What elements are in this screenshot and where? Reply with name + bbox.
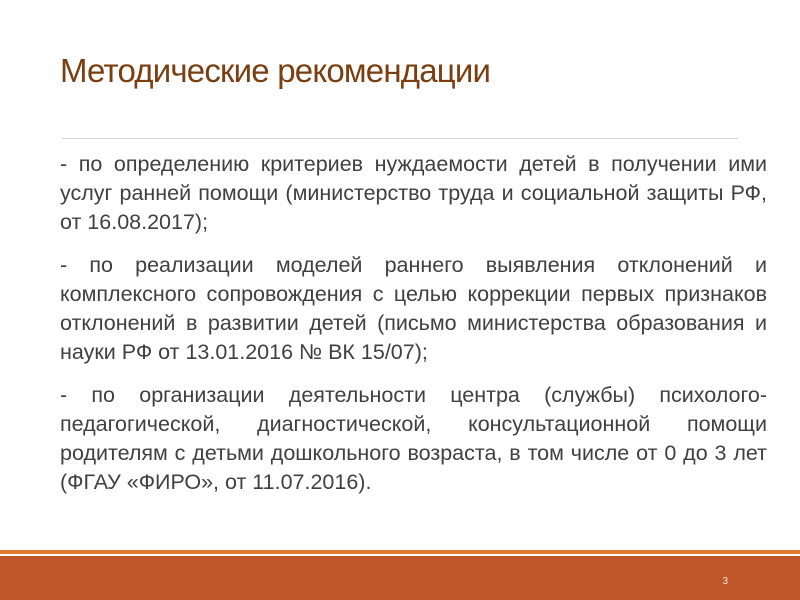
footer-bar [0, 556, 800, 600]
slide-body [60, 150, 767, 497]
recommendation-item-1: - по определению критериев нуждаемости детей в получении ими услуг ранней помощи (министерство труда и социальной защиты РФ, от 16.08.2017); [60, 152, 767, 234]
page-number: 3 [722, 576, 728, 587]
recommendation-item-3: - по организации деятельности центра (службы) психолого-педагогической, диагностической, консультационной помощи родителям с детьми дошкольного возраста, в том числе от 0 до 3 лет (ФГАУ «ФИРО», от 11.07.2016). [60, 383, 767, 494]
title-divider [62, 138, 738, 139]
slide-title: Методические рекомендации [60, 52, 491, 89]
recommendation-item-2: - по реализации моделей раннего выявления отклонений и комплексного сопровождения с целью коррекции первых признаков отклонений в развитии детей (письмо министерства образования и науки РФ от 13.01.2016 № ВК 15/07); [60, 253, 767, 364]
footer-accent-line [0, 550, 800, 554]
